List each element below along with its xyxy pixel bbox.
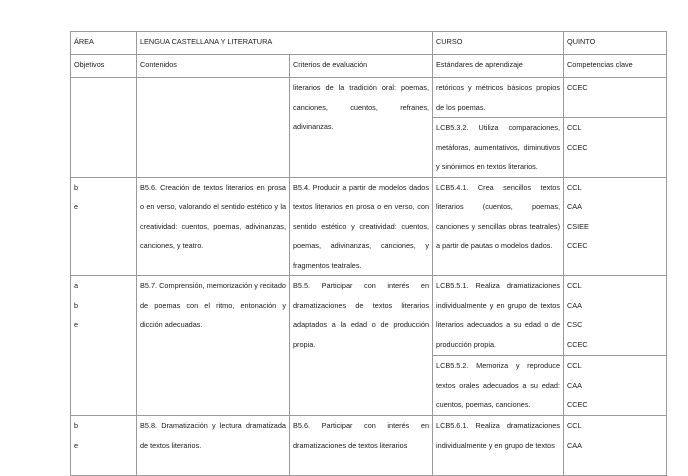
cell-line: CAA [567, 202, 583, 211]
cell-line: a [74, 281, 79, 290]
competencias-cell [564, 416, 667, 476]
cell-line: CCEC [567, 400, 588, 409]
table-row [71, 276, 667, 356]
table-row [71, 416, 667, 476]
cell-line: CCL [567, 281, 582, 290]
objetivos-cell [71, 416, 137, 476]
cell-line: CAA [567, 440, 583, 450]
cell-line: e [74, 202, 79, 211]
cell-line: CSC [567, 320, 583, 329]
competencias-cell [564, 177, 667, 276]
estandar-cell: LCB5.6.1. Realiza dramatizaciones individualmente y en grupo de textos [433, 416, 564, 476]
cell-line: CCEC [567, 142, 588, 152]
cell-line: CAA [567, 380, 583, 390]
cell-line: e [74, 440, 79, 450]
col-objetivos: Objetivos [71, 55, 137, 78]
criterio-cell: B5.5. Participar con interés en dramatizaciones de textos literarios adaptados a la edad o de producción propia. [290, 276, 433, 416]
table-row [71, 78, 667, 118]
contenido-cell [137, 78, 290, 178]
col-estandares: Estándares de aprendizaje [433, 55, 564, 78]
competencias-cell [564, 78, 667, 118]
estandar-cell: retóricos y métricos básicos propios de los poemas. [433, 78, 564, 118]
table-row [71, 177, 667, 276]
header-row [71, 32, 667, 55]
area-value: LENGUA CASTELLANA Y LITERATURA [137, 32, 433, 55]
criterio-cell: B5.4. Producir a partir de modelos dados textos literarios en prosa o en verso, con sentido estético y creatividad: cuentos, poemas, adivinanzas, canciones, y fragmentos teatrales. [290, 177, 433, 276]
cell-line: e [74, 320, 79, 329]
criterio-cell: literarios de la tradición oral: poemas, canciones, cuentos, refranes, adivinanzas. [290, 78, 433, 178]
estandar-cell: LCB5.4.1. Crea sencillos textos literarios (cuentos, poemas, canciones y sencillas obras teatrales) a partir de pautas o modelos dados. [433, 177, 564, 276]
col-competencias: Competencias clave [564, 55, 667, 78]
contenido-cell: B5.8. Dramatización y lectura dramatizada de textos literarios. [137, 416, 290, 476]
contenido-cell: B5.6. Creación de textos literarios en prosa o en verso, valorando el sentido estético y la creatividad: cuentos, poemas, adivinanzas, canciones, y teatro. [137, 177, 290, 276]
contenido-cell: B5.7. Comprensión, memorización y recitado de poemas con el ritmo, entonación y dicción adecuadas. [137, 276, 290, 416]
cell-line: CCEC [567, 241, 588, 250]
column-header-row [71, 55, 667, 78]
cell-line: CCEC [567, 83, 588, 92]
competencias-cell [564, 276, 667, 356]
cell-line: CCL [567, 421, 582, 430]
competencias-cell [564, 118, 667, 178]
objetivos-cell [71, 177, 137, 276]
objetivos-cell [71, 276, 137, 416]
curso-label: CURSO [433, 32, 564, 55]
competencias-cell [564, 356, 667, 416]
col-contenidos: Contenidos [137, 55, 290, 78]
estandar-cell: LCB5.5.1. Realiza dramatizaciones individualmente y en grupo de textos literarios adecuados a su edad o de producción propia. [433, 276, 564, 356]
area-label: ÁREA [71, 32, 137, 55]
curso-value: QUINTO [564, 32, 667, 55]
cell-line: CAA [567, 300, 583, 310]
cell-line: CCL [567, 361, 582, 370]
cell-line: b [74, 421, 79, 430]
cell-line: CCEC [567, 339, 588, 349]
cell-line: CCL [567, 182, 582, 192]
cell-line: CCL [567, 123, 582, 132]
cell-line: b [74, 182, 79, 192]
criterio-cell: B5.6. Participar con interés en dramatizaciones de textos literarios [290, 416, 433, 476]
objetivos-cell [71, 78, 137, 178]
estandar-cell: LCB5.5.2. Memoriza y reproduce textos orales adecuados a su edad: cuentos, poemas, canciones. [433, 356, 564, 416]
curriculum-table [70, 31, 667, 476]
estandar-cell: LCB5.3.2. Utiliza comparaciones, metáforas, aumentativos, diminutivos y sinónimos en textos literarios. [433, 118, 564, 178]
cell-line: b [74, 300, 79, 310]
cell-line: CSIEE [567, 221, 589, 231]
col-criterios: Criterios de evaluación [290, 55, 433, 78]
